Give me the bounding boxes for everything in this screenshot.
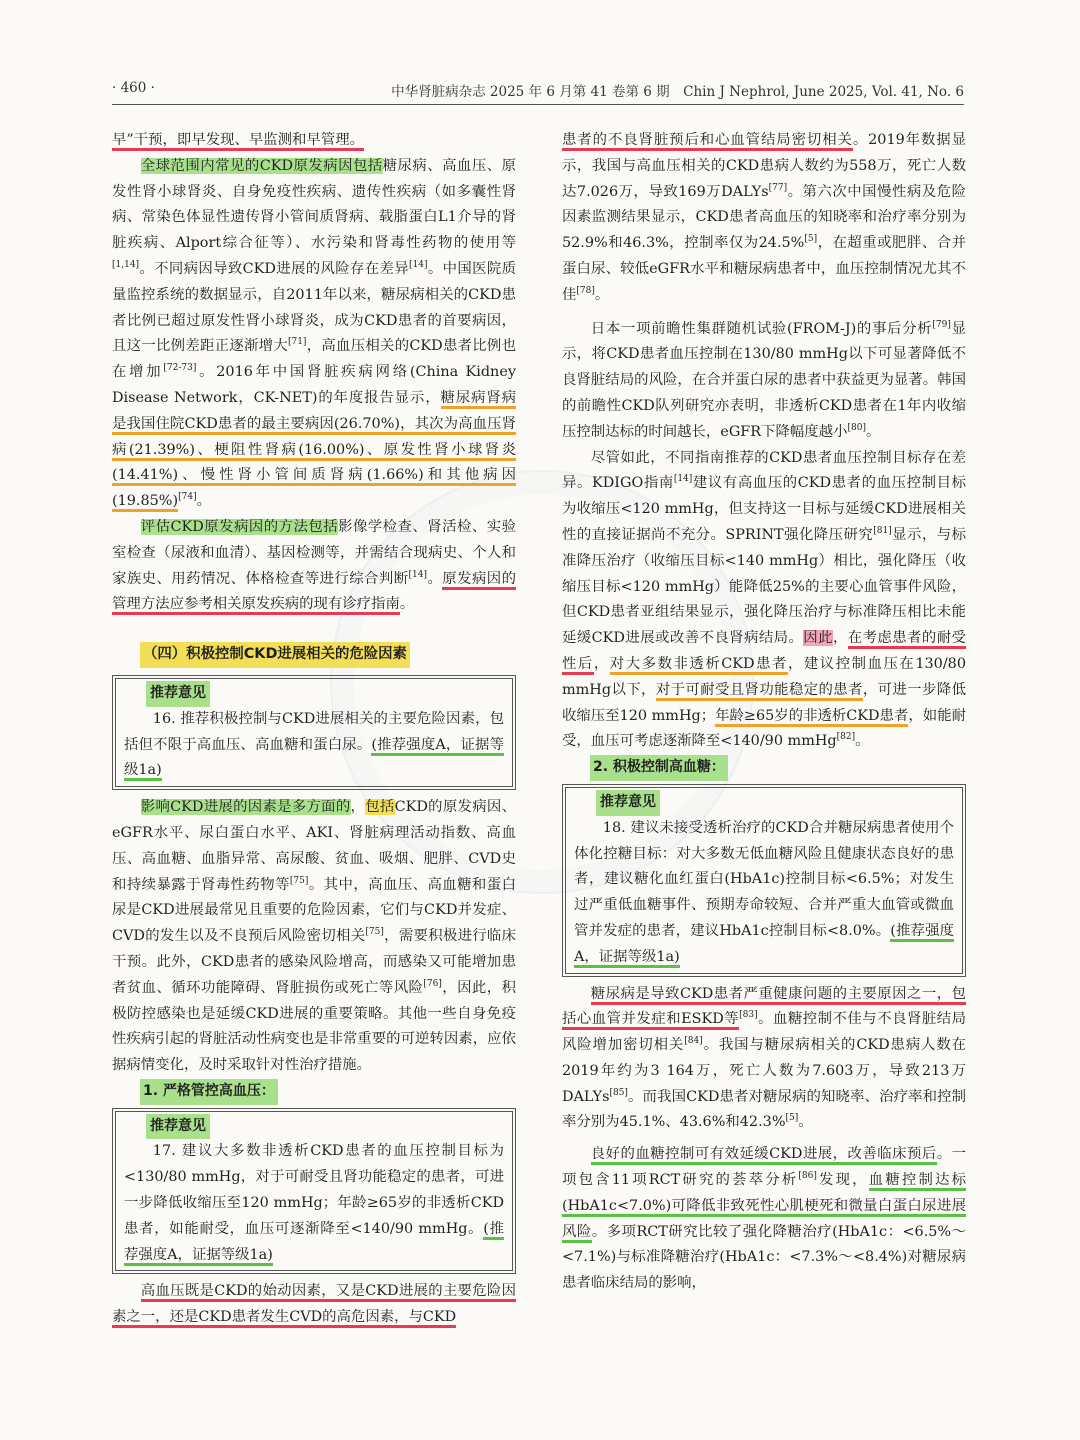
citation[interactable]: [75] — [365, 927, 384, 938]
citation[interactable]: [81] — [873, 526, 892, 537]
underlined-text: 对大多数非透析CKD患者 — [610, 656, 788, 675]
underlined-text: 糖尿病是导致CKD患者严重健康问题的主要原因之一，包括心血管并发症和ESKD等 — [562, 986, 966, 1031]
citation[interactable]: [74] — [178, 492, 197, 503]
paragraph: 糖尿病是导致CKD患者严重健康问题的主要原因之一，包括心血管并发症和ESKD等[83]。血糖控制不佳与不良肾脏结局风险增加密切相关[84]。我国与糖尿病相关的CKD患病人数在2019年约为3 164万，死亡人数为7.603万，导致213万DALYs[85]。而我国CKD患者对糖尿病的知晓率、治疗率和控制率分别为45.1%、43.6%和42.3%[5]。 — [562, 985, 966, 1131]
page-number: · 460 · — [112, 80, 155, 96]
citation[interactable]: [78] — [576, 285, 595, 296]
highlight: 因此 — [803, 630, 833, 647]
paragraph: 日本一项前瞻性集群随机试验(FROM-J)的事后分析[79]显示，将CKD患者血压控制在130/80 mmHg以下可显著降低不良肾脏结局的风险，在合并蛋白尿的患者中获益更为显著。韩国的前瞻性CKD队列研究亦表明，非透析CKD患者在1年内收缩压控制达标的时间越长，eGFR下降幅度越小[80]。 — [562, 319, 966, 440]
recommendation-box — [115, 1111, 513, 1272]
citation[interactable]: [84] — [684, 1036, 703, 1047]
left-column — [112, 128, 516, 1331]
citation[interactable]: [75] — [289, 875, 309, 886]
paragraph: 全球范围内常见的CKD原发病因包括糖尿病、高血压、原发性肾小球肾炎、自身免疫性疾病、遗传性疾病（如多囊性肾病、常染色体显性遗传肾小管间质肾病、载脂蛋白L1介导的肾脏疾病、Alport综合征等）、水污染和肾毒性药物的使用等[1,14]。不同病因导致CKD进展的风险存在差异[14]。中国医院质量监控系统的数据显示，自2011年以来，糖尿病相关的CKD患者比例已超过原发性肾小球肾炎，成为CKD患者的首要病因，且这一比例差距正逐渐增大[71]，高血压相关的CKD患者比例也在增加[72-73]。2016年中国肾脏疾病网络(China Kidney Disease Network，CK-NET)的年度报告显示，糖尿病肾病是我国住院CKD患者的最主要病因(26.70%)，其次为高血压肾病(21.39%)、梗阻性肾病(16.00%)、原发性肾小球肾炎(14.41%)、慢性肾小管间质肾病(1.66%)和其他病因(19.85%)[74]。 — [112, 154, 516, 515]
citation[interactable]: [72-73] — [163, 363, 197, 374]
recommendation-title: 推荐意见 — [146, 681, 210, 707]
header-rule — [112, 104, 964, 105]
citation[interactable]: [76] — [423, 978, 442, 989]
evidence-grade: (推荐强度A，证据等级1a) — [124, 1221, 504, 1266]
citation[interactable]: [14] — [673, 474, 693, 485]
right-column — [562, 128, 966, 1297]
highlight: 包括 — [365, 799, 395, 816]
journal-citation: 中华肾脏病杂志 2025 年 6 月第 41 卷第 6 期 Chin J Nephrol, June 2025, Vol. 41, No. 6 — [391, 84, 964, 100]
underlined-text: 在考虑患者的耐受性后 — [562, 630, 966, 675]
underlined-text: 患者的不良肾脏预后和心血管结局密切相关 — [562, 132, 853, 151]
citation[interactable]: [14] — [408, 569, 428, 580]
citation[interactable]: [77] — [768, 182, 788, 193]
citation[interactable]: [79] — [932, 319, 951, 330]
highlight: 影响CKD进展的因素是多方面的 — [140, 799, 351, 816]
citation[interactable]: [85] — [609, 1087, 628, 1098]
recommendation-text: 17. 建议大多数非透析CKD患者的血压控制目标为<130/80 mmHg，对于可耐受且肾功能稳定的患者，可进一步降低收缩压至120 mmHg；年龄≥65岁的非透析CKD患者，如能耐受，血压可逐渐降至<140/90 mmHg。(推荐强度A，证据等级1a) — [124, 1139, 504, 1268]
highlight: 全球范围内常见的CKD原发病因包括 — [140, 157, 383, 174]
underlined-text: 高血压既是CKD的始动因素，又是CKD进展的主要危险因素之一，还是CKD患者发生CVD的高危因素，与CKD — [112, 1283, 516, 1328]
citation[interactable]: [5] — [804, 234, 818, 245]
underlined-text: 血糖控制达标(HbA1c<7.0%)可降低非致死性心肌梗死和微量白蛋白尿进展风险 — [562, 1172, 966, 1243]
subsection-heading: 1. 严格管控高血压： — [140, 1079, 278, 1105]
citation[interactable]: [71] — [287, 337, 307, 348]
underlined-text: 原发病因的管理方法应参考相关原发疾病的现有诊疗指南 — [112, 571, 516, 616]
paragraph: 尽管如此，不同指南推荐的CKD患者血压控制目标存在差异。KDIGO指南[14]建议有高血压的CKD患者的血压控制目标为收缩压<120 mmHg，但支持这一目标与延缓CKD进展相关性的直接证据尚不充分。SPRINT强化降压研究[81]显示，与标准降压治疗（收缩压目标<140 mmHg）相比，强化降压（收缩压目标<120 mmHg）能降低25%的主要心血管事件风险，但CKD患者亚组结果显示，强化降压治疗与标准降压相比未能延缓CKD进展或改善不良肾病结局。因此，在考虑患者的耐受性后，对大多数非透析CKD患者，建议控制血压在130/80 mmHg以下，对于可耐受且肾功能稳定的患者，可进一步降低收缩压至120 mmHg；年龄≥65岁的非透析CKD患者，如能耐受，血压可考虑逐渐降至<140/90 mmHg[82]。 — [562, 449, 966, 750]
paragraph: 患者的不良肾脏预后和心血管结局密切相关。2019年数据显示，我国与高血压相关的CKD患病人数约为558万，死亡人数达7.026万，导致169万DALYs[77]。第六次中国慢性病及危险因素监测结果显示，CKD患者高血压的知晓率和治疗率分别为52.9%和46.3%，控制率仅为24.5%[5]，在超重或肥胖、合并蛋白尿、较低eGFR水平和糖尿病患者中，血压控制情况尤其不佳[78]。 — [562, 132, 966, 303]
citation[interactable]: [1,14] — [112, 260, 140, 271]
citation[interactable]: [5] — [785, 1113, 799, 1124]
recommendation-box — [565, 787, 963, 974]
underlined-text: 糖尿病肾病是我国住院CKD患者的最主要病因(26.70%)，其次为高血压肾病(21.39%)、梗阻性肾病(16.00%)、原发性肾小球肾炎(14.41%)、慢性肾小管间质肾病(1.66%)和其他病因(19.85%) — [112, 390, 516, 512]
highlight: 评估CKD原发病因的方法包括 — [140, 518, 339, 535]
underlined-text: 良好的血糖控制可有效延缓CKD进展，改善临床预后 — [591, 1146, 937, 1165]
recommendation-box — [115, 678, 513, 787]
evidence-grade: (推荐强度A，证据等级1a) — [124, 737, 504, 782]
page-header — [112, 80, 964, 102]
recommendation-text: 16. 推荐积极控制与CKD进展相关的主要危险因素，包括但不限于高血压、高血糖和蛋白尿。(推荐强度A，证据等级1a) — [124, 707, 504, 784]
underlined-text: 对于可耐受且肾功能稳定的患者 — [656, 682, 863, 701]
paragraph: 影响CKD进展的因素是多方面的，包括CKD的原发病因、eGFR水平、尿白蛋白水平、AKI、肾脏病理活动指数、高血压、高血糖、血脂异常、高尿酸、贫血、吸烟、肥胖、CVD史和持续暴露于肾毒性药物等[75]。其中，高血压、高血糖和蛋白尿是CKD进展最常见且重要的危险因素，它们与CKD并发症、CVD的发生以及不良预后风险密切相关[75]，需要积极进行临床干预。此外，CKD患者的感染风险增高，而感染又可能增加患者贫血、循环功能障碍、肾脏损伤或死亡等风险[76]，因此，积极防控感染也是延缓CKD进展的重要策略。其他一些自身免疫性疾病引起的肾脏活动性病变也是非常重要的可逆转因素，应依据病情变化，及时采取针对性治疗措施。 — [112, 799, 516, 1074]
underlined-text: 年龄≥65岁的非透析CKD患者 — [715, 708, 908, 727]
paragraph — [112, 1279, 516, 1331]
citation[interactable]: [86] — [798, 1171, 817, 1182]
paragraph: 评估CKD原发病因的方法包括影像学检查、肾活检、实验室检查（尿液和血清）、基因检测等，并需结合现病史、个人和家族史、用药情况、体格检查等进行综合判断[14]。原发病因的管理方法应参考相关原发疾病的现有诊疗指南。 — [112, 515, 516, 618]
section-heading: （四）积极控制CKD进展相关的危险因素 — [140, 642, 410, 668]
citation[interactable]: [14] — [409, 260, 428, 271]
citation[interactable]: [80] — [847, 422, 866, 433]
subsection-heading: 2. 积极控制高血糖： — [590, 755, 728, 781]
paragraph: 早”干预，即早发现、早监测和早管理。 — [112, 128, 516, 154]
recommendation-text: 18. 建议未接受透析治疗的CKD合并糖尿病患者使用个体化控糖目标：对大多数无低血糖风险且健康状态良好的患者，建议糖化血红蛋白(HbA1c)控制目标<6.5%；对发生过严重低血糖事件、预期寿命较短、合并严重大血管或微血管并发症的患者，建议HbA1c控制目标<8.0%。(推荐强度A，证据等级1a) — [574, 816, 954, 971]
citation[interactable]: [83] — [739, 1010, 758, 1021]
citation[interactable]: [82] — [836, 732, 856, 743]
recommendation-title: 推荐意见 — [146, 1114, 210, 1140]
recommendation-title: 推荐意见 — [596, 790, 660, 816]
evidence-grade: (推荐强度A，证据等级1a) — [574, 923, 954, 968]
paragraph: 良好的血糖控制可有效延缓CKD进展，改善临床预后。一项包含11项RCT研究的荟萃分析[86]发现，血糖控制达标(HbA1c<7.0%)可降低非致死性心肌梗死和微量白蛋白尿进展风险。多项RCT研究比较了强化降糖治疗(HbA1c：<6.5%～<7.1%)与标准降糖治疗(HbA1c：<7.3%～<8.4%)对糖尿病患者临床结局的影响， — [562, 1146, 966, 1292]
